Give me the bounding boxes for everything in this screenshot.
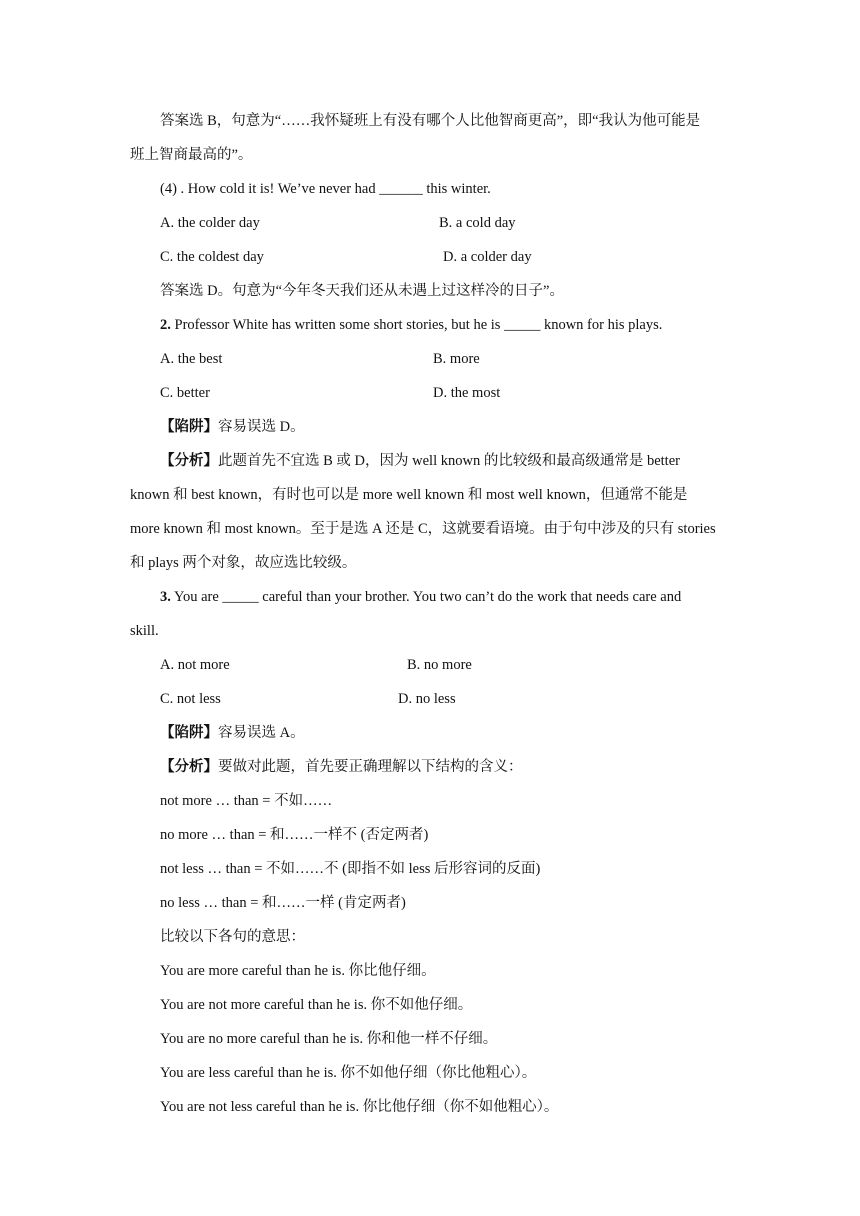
answer-explanation-line-1: 答案选 B，句意为“……我怀疑班上有没有哪个人比他智商更高”，即“我认为他可能是 — [160, 113, 701, 129]
structure-4: no less … than = 和……一样 (肯定两者) — [160, 895, 406, 911]
question-2-analysis-line-3: more known 和 most known。至于是选 A 还是 C，这就要看语境。由于句中涉及的只有 stories — [130, 521, 716, 537]
structure-3: not less … than = 不如……不 (即指不如 less 后形容词的反面) — [160, 861, 541, 877]
question-3-trap-text: 容易误选 A。 — [218, 725, 305, 741]
question-2-number: 2. — [160, 317, 171, 333]
question-2 — [160, 315, 662, 335]
question-3-analysis — [160, 757, 523, 777]
question-2-analysis-line-4: 和 plays 两个对象，故应选比较级。 — [130, 555, 357, 571]
question-4-answer: 答案选 D。句意为“今年冬天我们还从未遇上过这样冷的日子”。 — [160, 283, 564, 299]
structure-2: no more … than = 和……一样不 (否定两者) — [160, 827, 429, 843]
question-4: (4) . How cold it is! We’ve never had ______ this winter. — [160, 181, 491, 197]
question-3 — [160, 587, 681, 607]
example-1: You are more careful than he is. 你比他仔细。 — [160, 963, 436, 979]
question-2-option-d: D. the most — [433, 385, 501, 401]
question-3-analysis-text: 要做对此题，首先要正确理解以下结构的含义： — [218, 759, 523, 775]
question-2-trap — [160, 417, 305, 437]
question-2-analysis-line-1 — [160, 451, 680, 471]
example-3: You are no more careful than he is. 你和他一样不仔细。 — [160, 1031, 498, 1047]
trap-label: 【陷阱】 — [160, 725, 218, 741]
question-2-analysis-text-1: 此题首先不宜选 B 或 D，因为 well known 的比较级和最高级通常是 better — [218, 453, 680, 469]
question-2-option-b: B. more — [433, 351, 480, 367]
question-3-trap — [160, 723, 305, 743]
question-4-option-b: B. a cold day — [439, 215, 516, 231]
analysis-label: 【分析】 — [160, 453, 218, 469]
structure-1: not more … than = 不如…… — [160, 793, 333, 809]
question-2-analysis-line-2: known 和 best known，有时也可以是 more well known 和 most well known，但通常不能是 — [130, 487, 688, 503]
question-3-text-2: skill. — [130, 623, 159, 639]
question-2-option-a: A. the best — [160, 351, 223, 367]
example-5: You are not less careful than he is. 你比他仔细（你不如他粗心）。 — [160, 1099, 559, 1115]
question-3-option-c: C. not less — [160, 691, 221, 707]
example-4: You are less careful than he is. 你不如他仔细（你比他粗心）。 — [160, 1065, 537, 1081]
question-3-option-d: D. no less — [398, 691, 456, 707]
analysis-label: 【分析】 — [160, 759, 218, 775]
example-2: You are not more careful than he is. 你不如他仔细。 — [160, 997, 473, 1013]
question-3-number: 3. — [160, 589, 171, 605]
question-2-text: Professor White has written some short stories, but he is _____ known for his plays. — [170, 317, 663, 333]
question-2-trap-text: 容易误选 D。 — [218, 419, 305, 435]
question-2-option-c: C. better — [160, 385, 210, 401]
question-3-option-a: A. not more — [160, 657, 230, 673]
question-4-option-d: D. a colder day — [443, 249, 532, 265]
question-3-option-b: B. no more — [407, 657, 472, 673]
question-3-text-1: You are _____ careful than your brother. You two can’t do the work that needs care and — [170, 589, 682, 605]
trap-label: 【陷阱】 — [160, 419, 218, 435]
question-4-option-c: C. the coldest day — [160, 249, 264, 265]
compare-heading: 比较以下各句的意思： — [160, 929, 305, 945]
answer-explanation-line-2: 班上智商最高的”。 — [130, 147, 253, 163]
question-4-option-a: A. the colder day — [160, 215, 260, 231]
